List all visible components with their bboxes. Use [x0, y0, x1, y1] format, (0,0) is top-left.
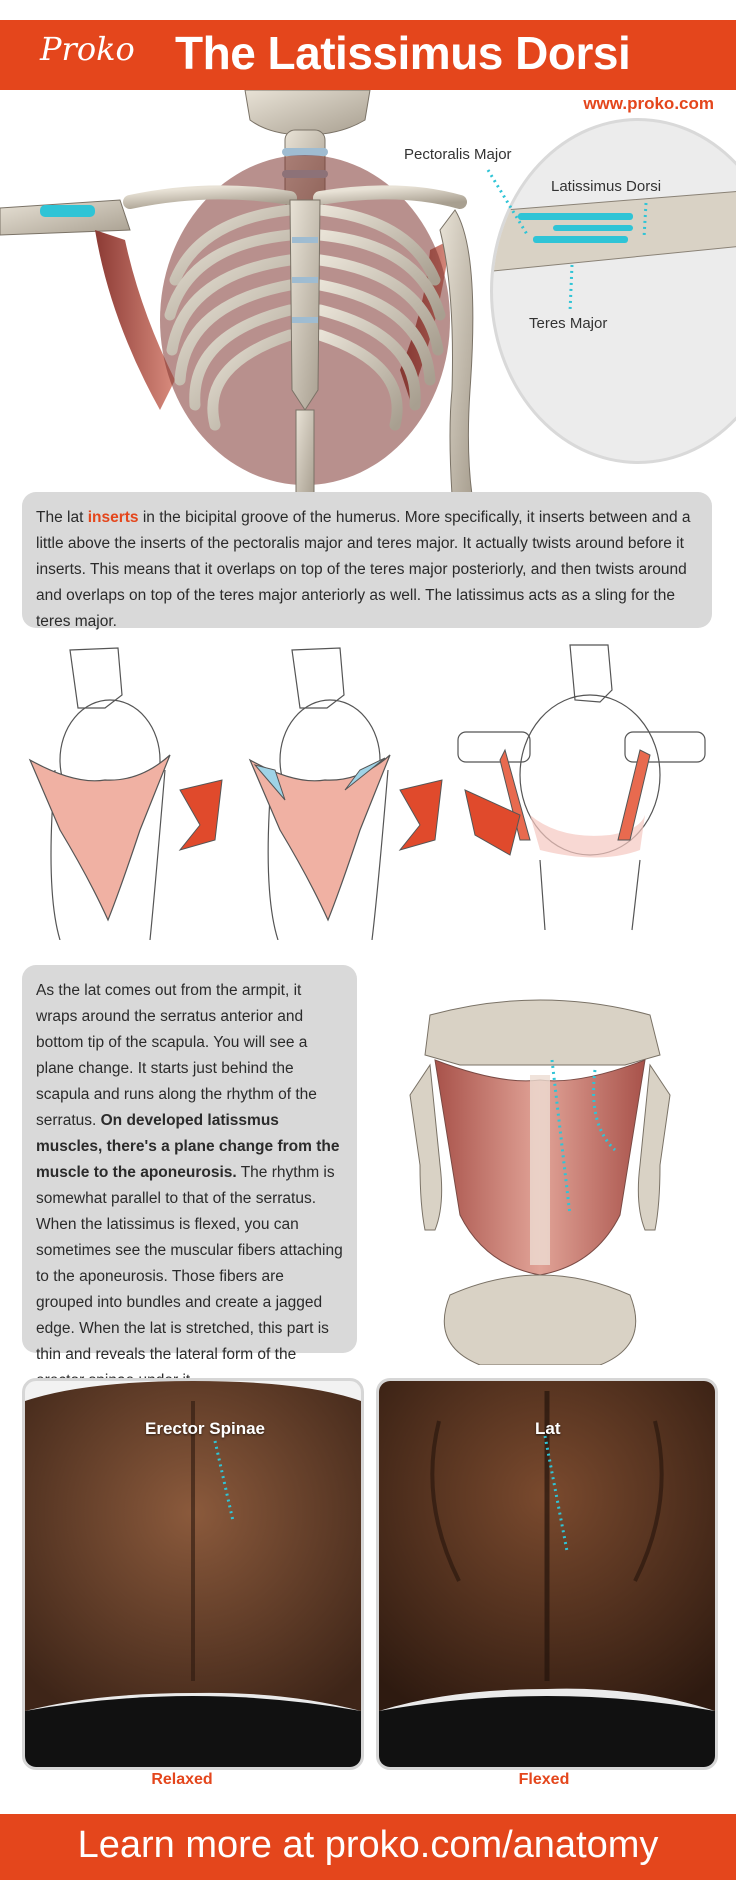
site-url[interactable]: www.proko.com: [583, 94, 714, 113]
erector-spinae-label: Erector Spinae: [145, 1419, 265, 1438]
panel1-highlight: inserts: [87, 509, 139, 526]
relaxed-back-photo: [22, 1378, 364, 1770]
logo: Proko: [40, 30, 135, 68]
flexed-caption: Flexed: [518, 1771, 570, 1788]
panel2-bold: On developed latissmus muscles, there's a plane change from the muscle to the aponeurosis.: [36, 1112, 340, 1181]
fold-shape-2: [400, 780, 442, 850]
panel1-text-pre: The lat: [36, 509, 88, 526]
label-pectoralis-major: Pectoralis Major: [404, 146, 512, 163]
back-skeleton-illustration: [400, 965, 690, 1365]
callout-pointer-lines: [0, 0, 736, 500]
label-teres-major: Teres Major: [529, 315, 608, 332]
panel2-text-pre: As the lat comes out from the armpit, it wraps around the serratus anterior and bottom tip of the scapula. You will see a plane change. It starts just behind the scapula and runs along the rhythm of the serratus.: [36, 982, 317, 1129]
flexed-back-photo: [376, 1378, 718, 1770]
page-title: The Latissimus Dorsi: [175, 27, 631, 79]
fold-shape-1: [180, 780, 222, 850]
torso-sketches: [0, 640, 736, 940]
panel1-text-post: in the bicipital groove of the humerus. More specifically, it inserts between and a little above the inserts of the pectoralis major and teres major. It actually twists around before it inserts. This means that it overlaps on top of the teres major posteriorly, and then twists around and overlaps on top of the teres major anteriorly as well. The latissimus acts as a sling for the teres major.: [36, 509, 691, 630]
insertion-description-panel: [22, 492, 712, 628]
relaxed-caption: Relaxed: [151, 1771, 213, 1788]
label-latissimus-dorsi: Latissimus Dorsi: [551, 178, 662, 195]
footer-link[interactable]: Learn more at proko.com/anatomy: [77, 1824, 659, 1866]
footer-bar: [0, 1814, 736, 1880]
panel2-text-post: The rhythm is somewhat parallel to that of the serratus. When the latissimus is flexed, you can sometimes see the muscular fibers attaching to the aponeurosis. Those fibers are grouped into bundles and create a jagged edge. When the lat is stretched, this part is thin and reveals the lateral form of the: [36, 1164, 343, 1363]
lat-label: Lat: [535, 1419, 561, 1438]
plane-change-description-panel: [22, 965, 357, 1363]
